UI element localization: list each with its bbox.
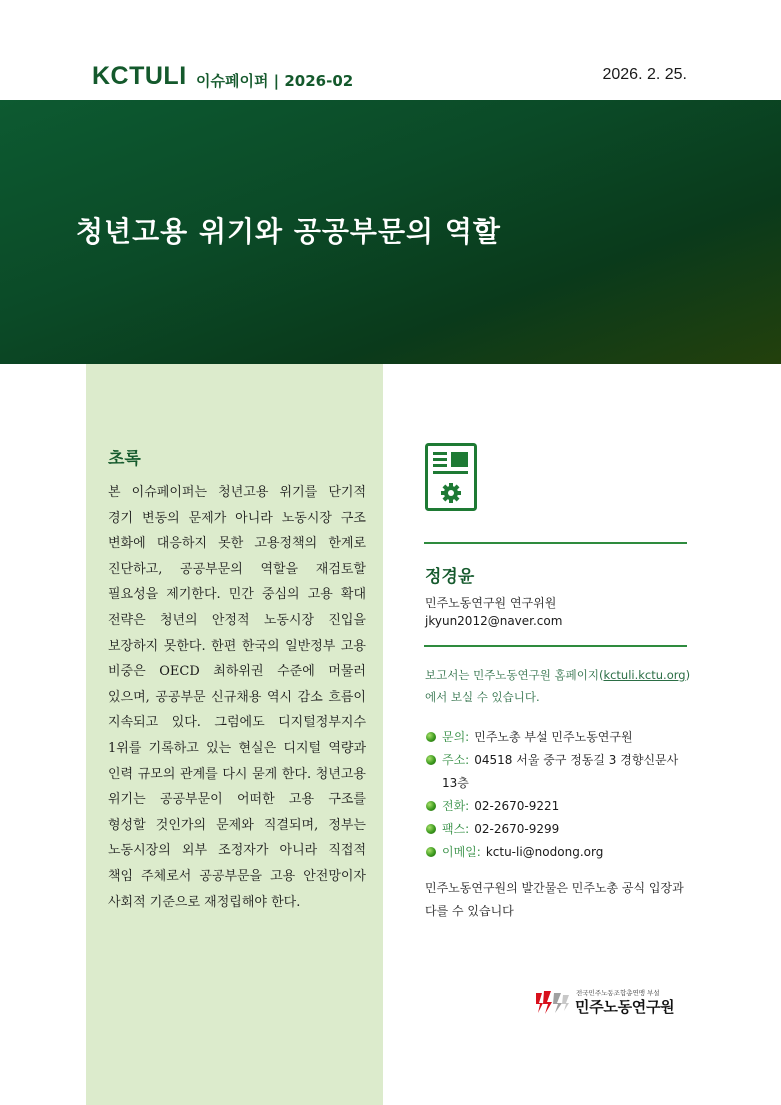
contact-value[interactable]: kctu-li@nodong.org [485, 845, 604, 859]
contact-label: 주소: [442, 753, 470, 767]
notice-suffix: )에서 보실 수 있습니다. [425, 668, 691, 704]
contact-inquiry [425, 726, 693, 749]
issue-date: 2026. 2. 25. [602, 66, 687, 83]
hero-banner [0, 100, 781, 364]
divider-top [424, 542, 687, 544]
disclaimer: 민주노동연구원의 발간물은 민주노총 공식 입장과 다를 수 있습니다 [425, 881, 684, 918]
contact-email [425, 841, 693, 864]
green-bullet-icon [426, 824, 436, 834]
contact-value: 02-2670-9299 [474, 822, 560, 836]
homepage-link[interactable]: kctuli.kctu.org [603, 668, 686, 682]
notice-prefix: 보고서는 민주노동연구원 홈페이지( [425, 668, 604, 682]
page-header [0, 0, 781, 100]
green-bullet-icon [426, 755, 436, 765]
contact-phone [425, 795, 693, 818]
contact-address [425, 749, 693, 795]
author-email: jkyun2012@naver.com [425, 614, 563, 628]
green-bullet-icon [426, 847, 436, 857]
abstract-panel [86, 364, 383, 1105]
homepage-notice [425, 664, 693, 708]
page-title: 청년고용 위기와 공공부문의 역할 [76, 215, 501, 248]
document-gear-icon [425, 443, 477, 511]
logo-subtitle: 전국민주노동조합총연맹 부설 [576, 989, 660, 997]
contact-value: 02-2670-9221 [474, 799, 560, 813]
contact-fax [425, 818, 693, 841]
brand-logo-text: KCTULI [92, 62, 187, 90]
contact-value: 04518 서울 중구 정동길 3 경향신문사 13층 [442, 753, 679, 790]
divider-bottom [424, 645, 687, 647]
contact-label: 이메일: [442, 845, 481, 859]
abstract-heading: 초록 [108, 449, 141, 469]
institute-logo-mark-icon [534, 989, 570, 1015]
contact-label: 전화: [442, 799, 470, 813]
author-role: 민주노동연구원 연구위원 [425, 596, 557, 610]
contact-label: 문의: [442, 730, 470, 744]
contact-value: 민주노총 부설 민주노동연구원 [474, 730, 633, 744]
contact-list [425, 726, 693, 864]
author-name: 정경윤 [425, 567, 475, 587]
issue-label: 이슈페이퍼 | 2026-02 [196, 72, 354, 90]
abstract-body: 본 이슈페이퍼는 청년고용 위기를 단기적 경기 변동의 문제가 아니라 노동시장 구조 변화에 대응하지 못한 고용정책의 한계로 진단하고, 공공부문의 역할을 재검토할 필요성을 제기한다. 민간 중심의 고용 확대 전략은 청년의 안정적 노동시장 진입을 보장하지 못한다. 한편 한국의 일반정부 고용 비중은 OECD 최하위권 수준에 머물러 있으며, 공공부문 신규채용 역시 감소 흐름이 지속되고 있다. 그럼에도 디지털정부지수 1위를 기록하고 있는 현실은 디지털 역량과 인력 규모의 관계를 다시 묻게 한다. 청년고용 위기는 공공부문이 어떠한 고용 구조를 형성할 것인가의 문제와 직결되며, 정부는 노동시장의 외부 조정자가 아니라 직접적 책임 주체로서 공공부문을 고용 안전망이자 사회적 기준으로 재정립해야 한다. [108, 485, 366, 910]
green-bullet-icon [426, 732, 436, 742]
green-bullet-icon [426, 801, 436, 811]
contact-label: 팩스: [442, 822, 470, 836]
logo-title: 민주노동연구원 [575, 998, 675, 1016]
institute-logo [534, 987, 694, 1017]
